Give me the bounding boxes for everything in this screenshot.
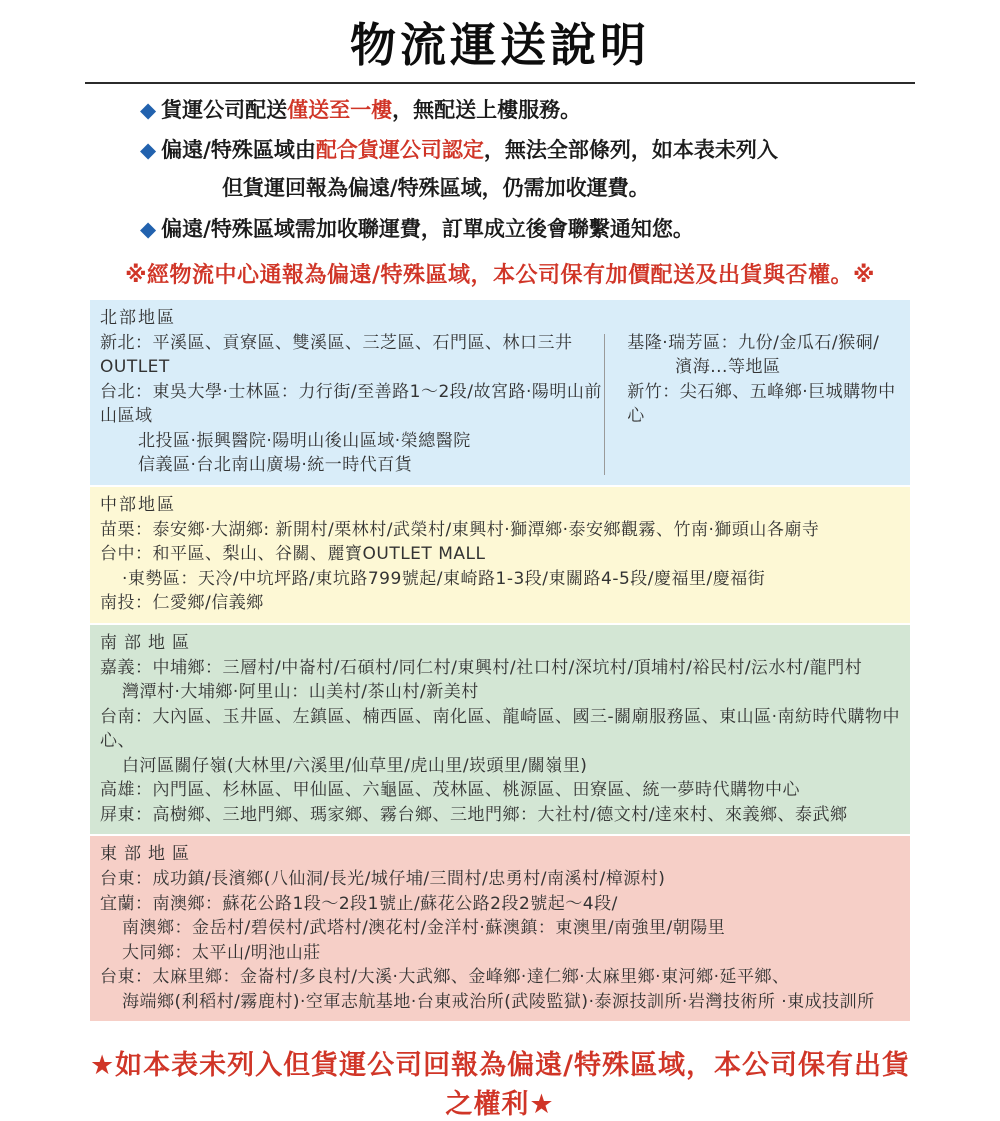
region-south-box [90,625,910,835]
bullet-item [140,216,916,243]
footer-warning: ★如本表未列入但貨運公司回報為偏遠/特殊區域，本公司保有出貨之權利★ [89,1050,911,1121]
region-line: 台東：太麻里鄉：金崙村/多良村/大溪·大武鄉、金峰鄉·達仁鄉·太麻里鄉·東河鄉·延平鄉、 [100,967,790,988]
region-line: 宜蘭：南澳鄉：蘇花公路1段～2段1號止/蘇花公路2段2號起～4段/ [100,893,618,914]
region-line: 新竹：尖石鄉、五峰鄉·巨城購物中心 [627,381,896,427]
region-east-box [90,836,910,1021]
region-line: 台東：成功鎮/長濱鄉(八仙洞/長光/城仔埔/三間村/忠勇村/南溪村/樟源村) [100,869,666,890]
region-line: 新北：平溪區、貢寮區、雙溪區、三芝區、石門區、林口三井OUTLET [100,332,573,378]
north-left-column [90,331,604,478]
region-line: 基隆·瑞芳區：九份/金瓜石/猴硐/ [627,332,880,353]
region-north-title: 北部地區 [100,307,176,328]
diamond-bullet-icon: ◆ [140,97,157,122]
region-line: 南投：仁愛鄉/信義鄉 [100,593,264,614]
region-central-box [90,487,910,623]
region-line: 海端鄉(利稻村/霧鹿村)·空軍志航基地·台東戒治所(武陵監獄)·泰源技訓所·岩灣技術所 ·東成技訓所 [122,991,875,1012]
region-central-title: 中部地區 [100,494,176,515]
region-line: 信義區·台北南山廣場·統一時代百貨 [138,455,413,476]
bullet-item [140,137,916,164]
region-north-box [90,300,910,485]
region-line: 灣潭村·大埔鄉·阿里山：山美村/茶山村/新美村 [122,682,479,703]
bullet-item [140,97,916,124]
bullet-text: 貨運公司配送僅送至一樓，無配送上樓服務。 [161,97,582,122]
north-right-column [605,331,910,478]
shipping-notice-page [84,0,916,1121]
region-line: 台北：東吳大學·士林區：力行街/至善路1～2段/故宮路·陽明山前山區域 [100,381,602,427]
region-east-title: 東部地區 [100,844,196,865]
region-south-title: 南部地區 [100,632,196,653]
bullet-continuation: 但貨運回報為偏遠/特殊區域，仍需加收運費。 [222,176,650,201]
region-line: 台南：大內區、玉井區、左鎮區、楠西區、南化區、龍崎區、國三-關廟服務區、東山區·南紡時代購物中心、 [100,706,901,752]
page-title: 物流運送說明 [350,18,650,72]
bullet-list [84,97,916,243]
diamond-bullet-icon: ◆ [140,216,157,241]
region-line: 屏東：高樹鄉、三地門鄉、瑪家鄉、霧台鄉、三地門鄉：大社村/德文村/逹來村、來義鄉、泰武鄉 [100,804,848,825]
region-line: 濱海...等地區 [675,357,781,378]
bullet-text: 偏遠/特殊區域由配合貨運公司認定，無法全部條列，如本表未列入 [161,138,778,163]
region-line: 南澳鄉：金岳村/碧侯村/武塔村/澳花村/金洋村·蘇澳鎮：東澳里/南強里/朝陽里 [122,918,726,939]
region-line: 高雄：內門區、杉林區、甲仙區、六龜區、茂林區、桃源區、田寮區、統一夢時代購物中心 [100,780,800,801]
diamond-bullet-icon: ◆ [140,138,157,163]
region-line: 北投區·振興醫院·陽明山後山區域·榮總醫院 [138,430,471,451]
region-line: ·東勢區：天冷/中坑坪路/東坑路799號起/東崎路1-3段/東關路4-5段/慶福里/慶福街 [122,568,766,589]
title-divider [85,82,915,84]
highlight-red-text: 僅送至一樓 [287,97,393,122]
region-line: 大同鄉：太平山/明池山莊 [122,942,321,963]
region-line: 苗栗：泰安鄉·大湖鄉: 新開村/栗林村/武榮村/東興村·獅潭鄉·泰安鄉觀霧、竹南·獅頭山各廟寺 [100,519,820,540]
warning-notice: ※經物流中心通報為偏遠/特殊區域，本公司保有加價配送及出貨與否權。※ [125,262,875,288]
north-columns [90,331,910,478]
region-line: 嘉義：中埔鄉：三層村/中崙村/石碩村/同仁村/東興村/社口村/深坑村/頂埔村/裕民村/沄水村/龍門村 [100,657,863,678]
region-line: 台中：和平區、梨山、谷關、麗寶OUTLET MALL [100,544,486,565]
highlight-red-text: 配合貨運公司認定 [315,138,484,163]
region-line: 白河區關仔嶺(大林里/六溪里/仙草里/虎山里/崁頭里/關嶺里) [122,755,588,776]
bullet-text: 偏遠/特殊區域需加收聯運費，訂單成立後會聯繫通知您。 [161,216,694,241]
